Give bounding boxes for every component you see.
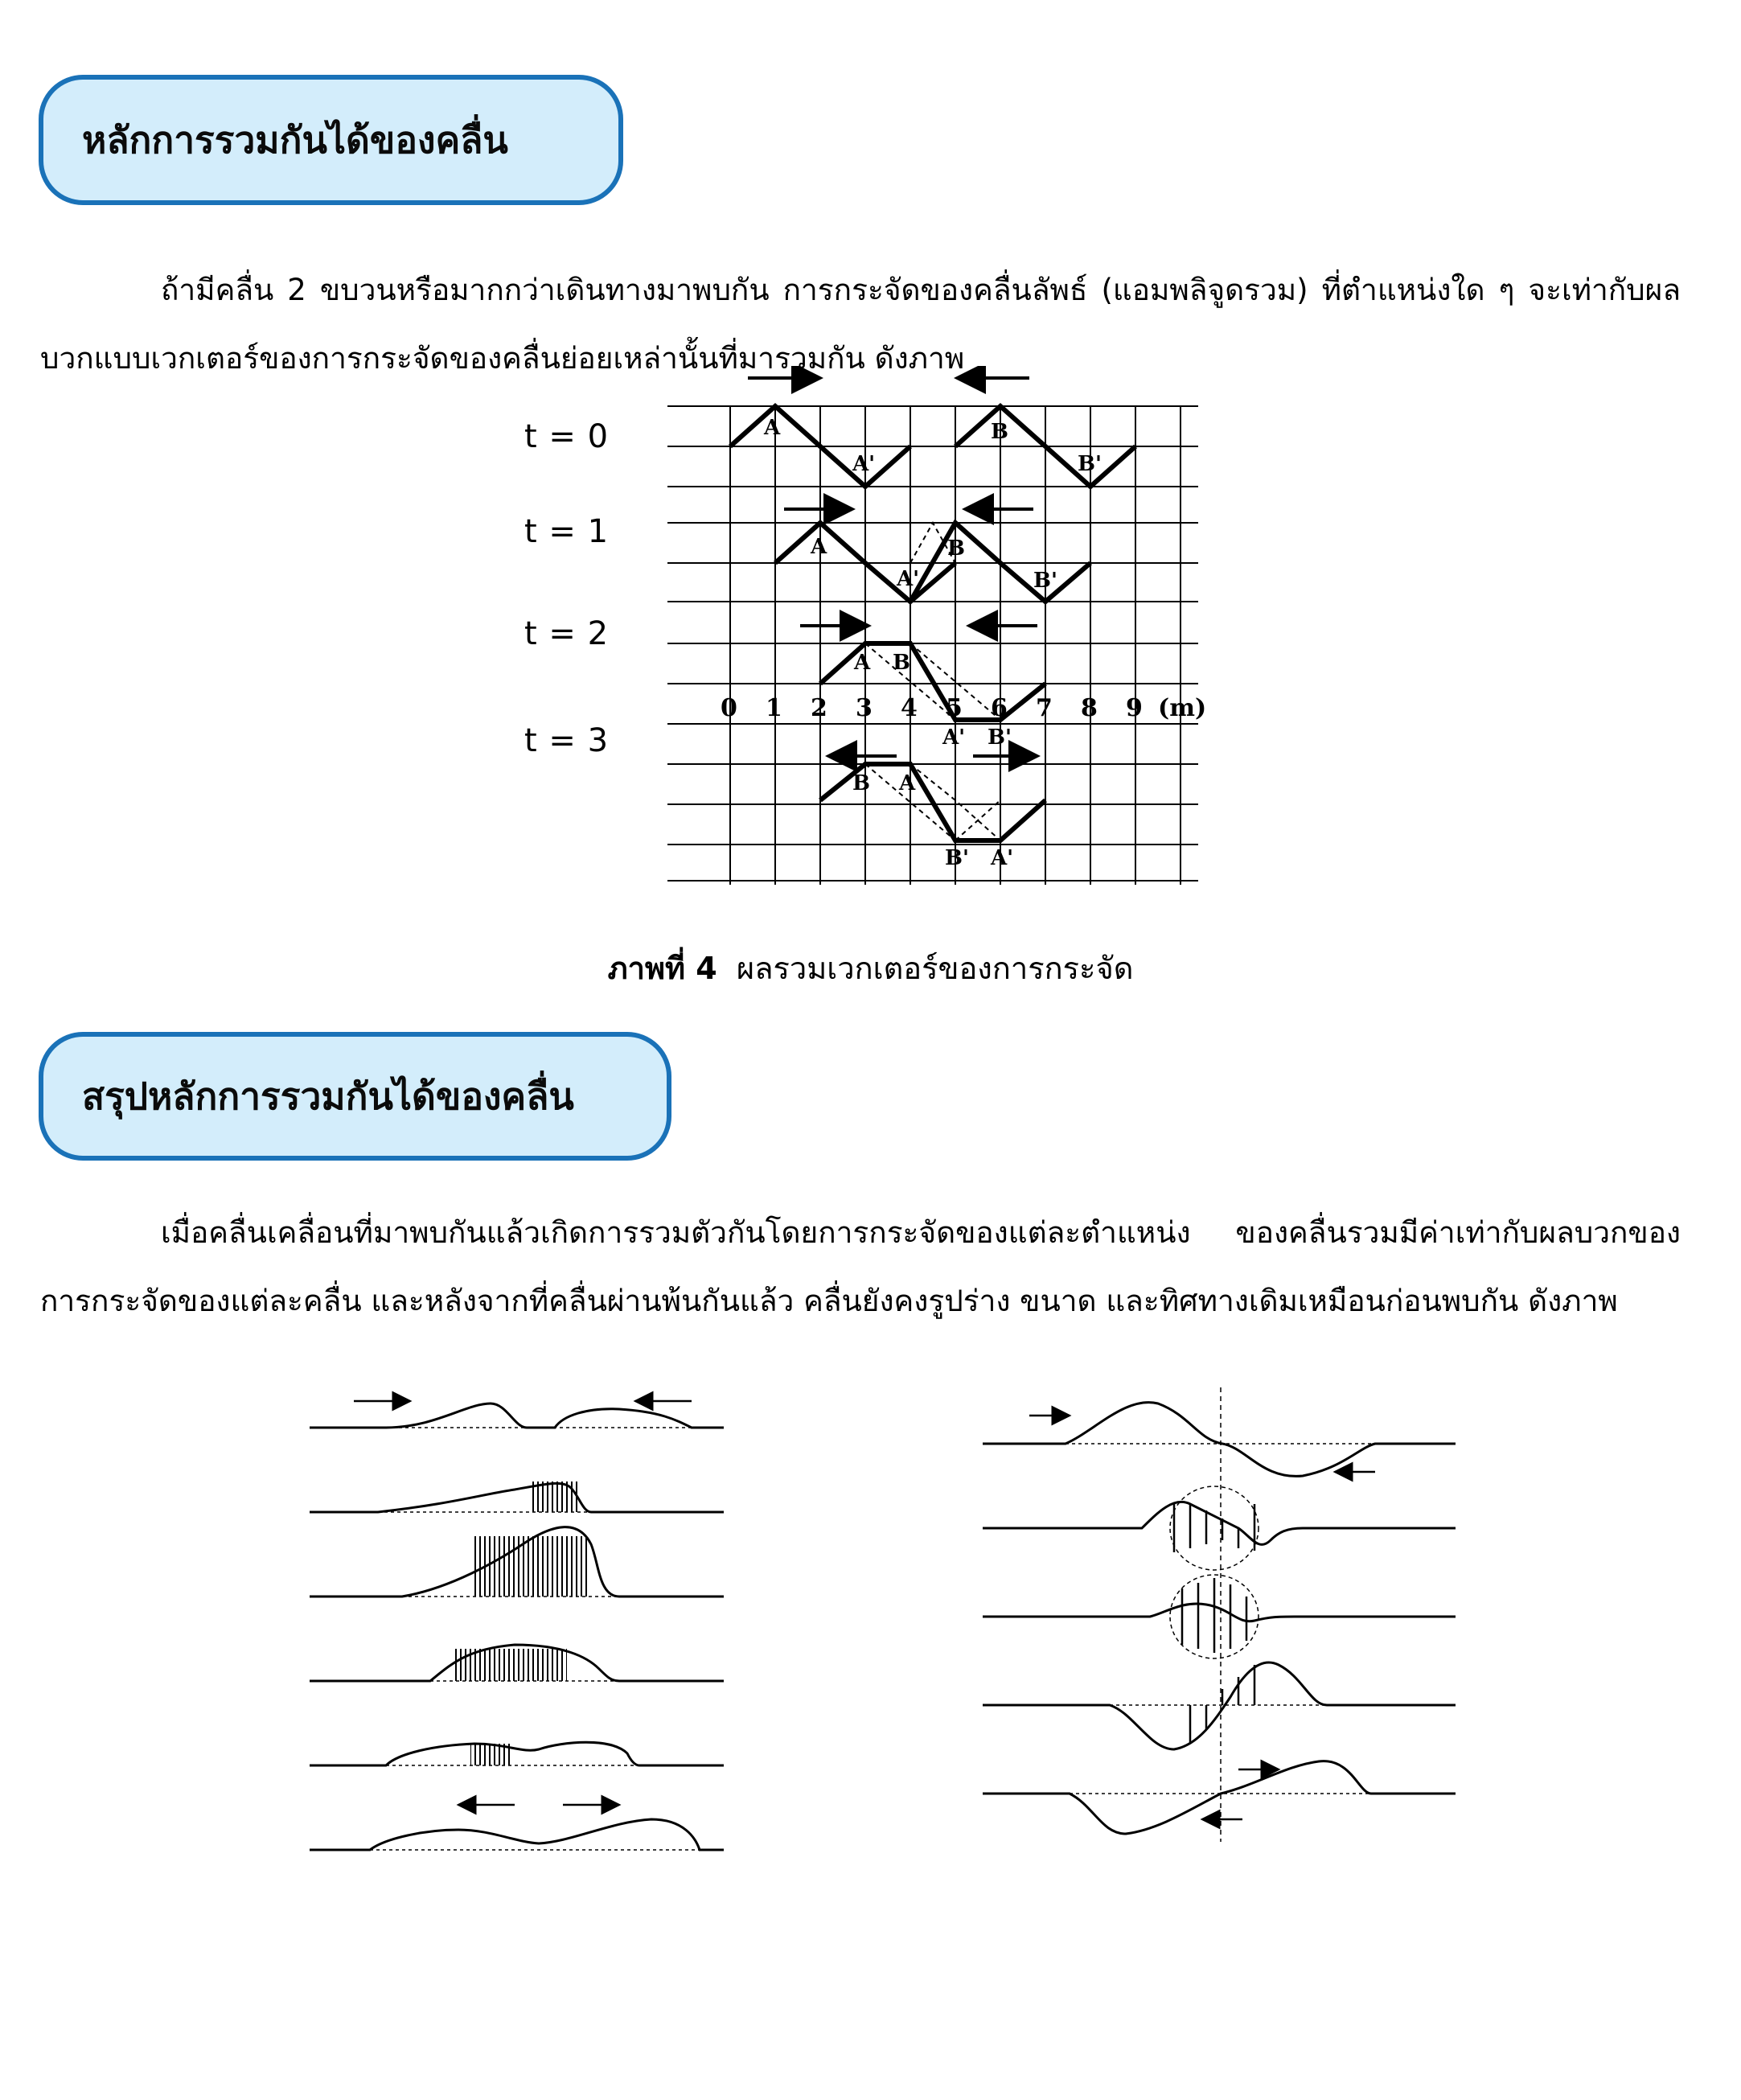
figure-superposition-grid [659, 366, 1222, 897]
axis-tick-5: 5 [946, 694, 963, 722]
label-t0-A: A [764, 416, 781, 440]
axis-tick-3: 3 [856, 694, 873, 722]
paragraph-text: ถ้ามีคลื่น 2 ขบวนหรือมากกว่าเดินทางมาพบกัน การกระจัดของคลื่นลัพธ์ (แอมพลิจูดรวม) ที่ตำแหน่งใด ๆ จะเท่ากับผลบวกแบบเวกเตอร์ของการกระจัดของคลื่นย่อยเหล่านั้นที่มารวมกัน ดังภาพ [40, 273, 1681, 376]
label-t2-A: A [854, 651, 871, 675]
figure-caption [0, 943, 1741, 992]
caption-text: ผลรวมเวกเตอร์ของการกระจัด [736, 951, 1134, 986]
label-t2-Aprime: A' [942, 725, 966, 750]
label-t0-B: B [991, 420, 1008, 444]
time-label-2: t = 2 [524, 615, 610, 652]
section-heading-text: หลักการรวมกันได้ของคลื่น [82, 117, 508, 162]
time-label-1: t = 1 [524, 513, 610, 550]
section-heading-text-2: สรุปหลักการรวมกันได้ของคลื่น [82, 1074, 574, 1118]
axis-tick-4: 4 [901, 694, 918, 722]
label-t0-Bprime: B' [1078, 452, 1102, 476]
label-t2-Bprime: B' [988, 725, 1012, 750]
paragraph-text-2: เมื่อคลื่นเคลื่อนที่มาพบกันแล้วเกิดการรวมตัวกันโดยการกระจัดของแต่ละตำแหน่ง ของคลื่นรวมมีค่าเท่ากับผลบวกของการกระจัดของแต่ละคลื่น และหลังจากที่คลื่นผ่านพ้นกันแล้ว คลื่นยังคงรูปร่าง ขนาด และทิศทางเดิมเหมือนก่อนพบกัน ดังภาพ [40, 1215, 1681, 1318]
axis-tick-8: 8 [1081, 694, 1098, 722]
time-label-3: t = 3 [524, 722, 610, 759]
label-t1-A: A [811, 535, 827, 559]
label-t1-Aprime: A' [897, 567, 920, 591]
label-t2-B: B [893, 651, 910, 675]
label-t3-Aprime: A' [991, 846, 1014, 870]
caption-label: ภาพที่ 4 [607, 951, 717, 986]
section-heading-superposition [39, 75, 623, 205]
axis-tick-7: 7 [1036, 694, 1053, 722]
label-t1-Bprime: B' [1033, 569, 1057, 593]
label-t1-B: B [947, 536, 965, 561]
label-t0-Aprime: A' [852, 452, 876, 476]
paragraph-summary [40, 1198, 1681, 1335]
axis-tick-6: 6 [991, 694, 1008, 722]
axis-unit: (m) [1158, 694, 1207, 722]
axis-tick-9: 9 [1126, 694, 1143, 722]
label-t3-B: B [852, 771, 870, 795]
grid-lines [667, 406, 1198, 885]
axis-tick-1: 1 [766, 694, 782, 722]
time-label-0: t = 0 [524, 418, 610, 455]
label-t3-A: A [899, 771, 916, 795]
figure-destructive-interference [973, 1379, 1464, 1858]
axis-tick-2: 2 [811, 694, 827, 722]
section-heading-summary [39, 1032, 671, 1161]
label-t3-Bprime: B' [945, 846, 969, 870]
figure-constructive-interference [298, 1379, 732, 1866]
axis-tick-0: 0 [721, 694, 737, 722]
